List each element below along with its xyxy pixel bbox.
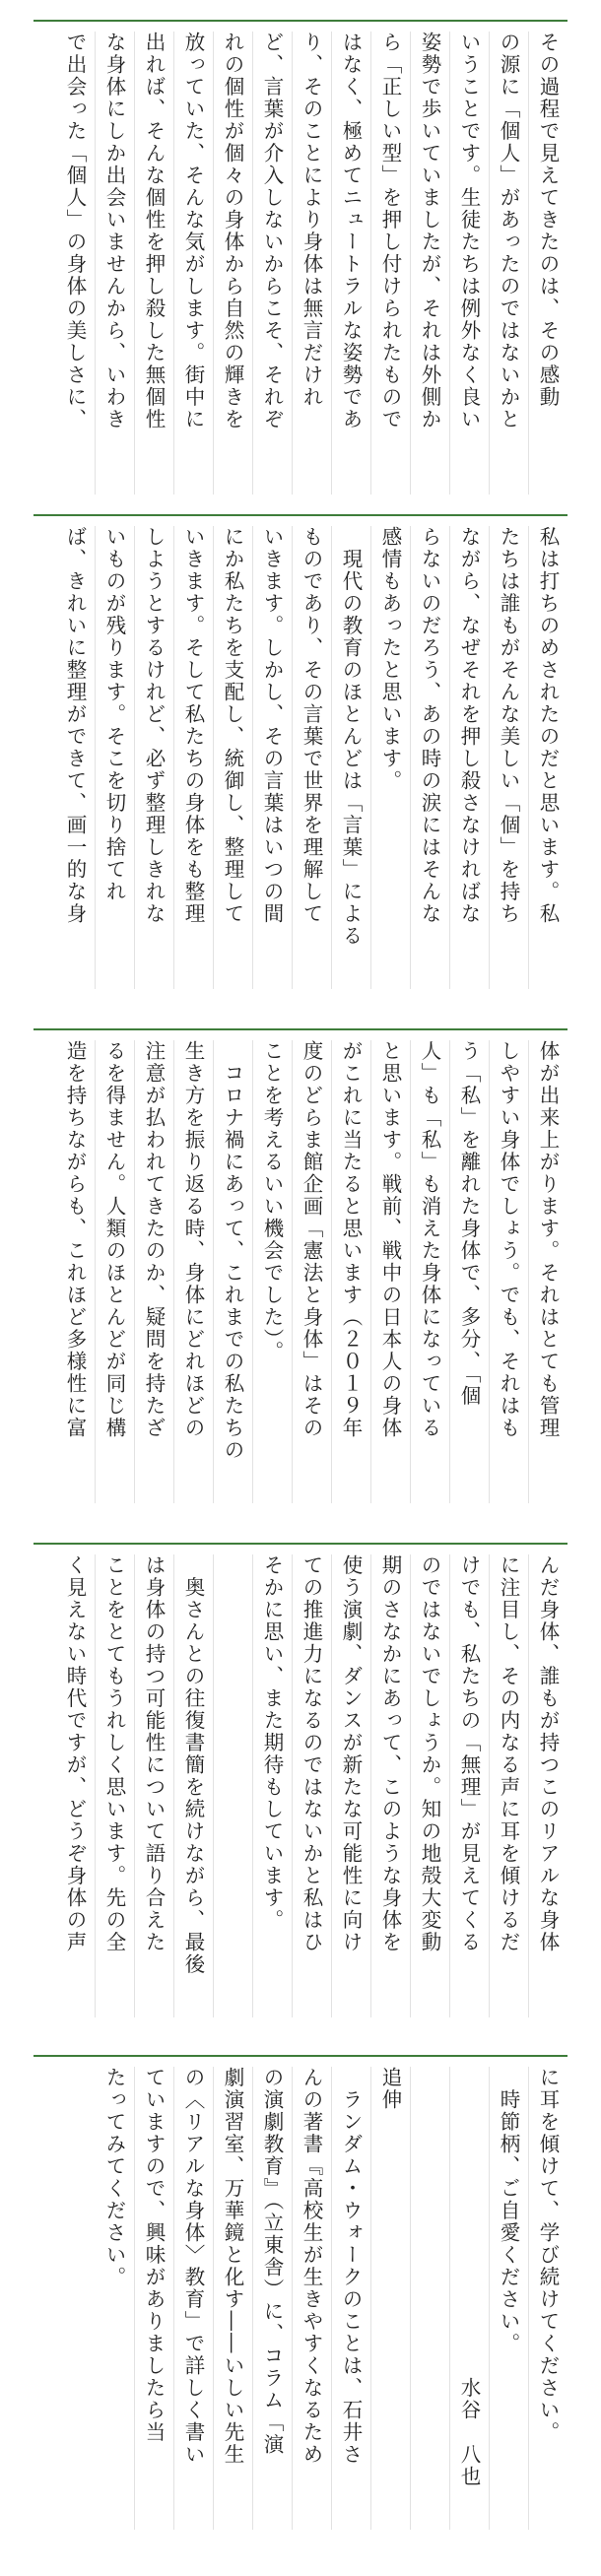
- text-column: 水谷 八也: [457, 2067, 481, 2488]
- text-column: んの著書『高校生が生きやすくなるため: [300, 2067, 323, 2466]
- text-column: 劇演習室、万華鏡と化す――いしい先生: [221, 2067, 244, 2466]
- text-column: [213, 1554, 252, 2017]
- text-column: たちは誰もがそんな美しい「個」を持ち: [497, 526, 520, 925]
- letter-section-1: [33, 32, 568, 495]
- text-column: の〈リアルな身体〉教育」で詳しく書い: [181, 2067, 205, 2466]
- text-column: はなく、極めてニュートラルな姿勢であ: [339, 32, 363, 430]
- text-column: の源に「個人」があったのではないかと: [497, 32, 520, 430]
- text-column: るを得ません。人類のほとんどが同じ構: [102, 1040, 126, 1439]
- text-column: く見えない時代ですが、どうぞ身体の声: [63, 1554, 87, 1953]
- text-column: と思います。戦前、戦中の日本人の身体: [378, 1040, 402, 1439]
- text-column: 姿勢で歩いていましたが、それは外側か: [418, 32, 441, 430]
- text-column: ながら、なぜそれを押し殺さなければな: [457, 526, 481, 925]
- text-column: 生き方を振り返る時、身体にどれほどの: [181, 1040, 205, 1439]
- rule-2: [33, 1028, 568, 1030]
- text-column: ランダム・ウォークのことは、石井さ: [339, 2067, 363, 2466]
- text-column: な身体にしか出会いませんから、いわき: [102, 32, 126, 430]
- text-column: 私は打ちのめされたのだと思います。私: [536, 526, 560, 925]
- text-column: 現代の教育のほとんどは「言葉」による: [339, 526, 363, 948]
- rule-0: [33, 20, 568, 22]
- text-column: ことをとてもうれしく思います。先の全: [102, 1554, 126, 1953]
- text-column: ことを考えるいい機会でした）。: [260, 1040, 284, 1363]
- text-column: 時節柄、ご自愛ください。: [497, 2067, 520, 2355]
- text-column: の演劇教育』（立東舎）に、コラム「演: [260, 2067, 284, 2456]
- text-column: そかに思い、また期待もしています。: [260, 1554, 284, 1932]
- section-text: [33, 32, 568, 495]
- text-column: しようとするけれど、必ず整理しきれな: [142, 526, 166, 925]
- text-column: がこれに当たると思います（２０１９年: [339, 1040, 363, 1439]
- text-column: 使う演劇、ダンスが新たな可能性に向け: [339, 1554, 363, 1953]
- section-text: [33, 1554, 568, 2017]
- rule-3: [33, 1543, 568, 1545]
- section-text: [33, 2067, 568, 2530]
- text-column: ものであり、その言葉で世界を理解して: [300, 526, 323, 925]
- text-column: ていますので、興味がありましたら当: [142, 2067, 166, 2444]
- letter-section-4: [33, 1554, 568, 2017]
- section-text: [33, 526, 568, 989]
- text-column: で出会った「個人」の身体の美しさに、: [63, 32, 87, 430]
- text-column: 度のどらま館企画「憲法と身体」はその: [300, 1040, 323, 1439]
- text-column: その過程で見えてきたのは、その感動: [536, 32, 560, 409]
- text-column: いきます。しかし、その言葉はいつの間: [260, 526, 284, 925]
- text-column: 造を持ちながらも、これほど多様性に富: [63, 1040, 87, 1439]
- text-column: コロナ禍にあって、これまでの私たちの: [221, 1040, 244, 1462]
- letter-section-3: [33, 1040, 568, 1503]
- text-column: たってみてください。: [102, 2067, 126, 2288]
- rule-1: [33, 514, 568, 516]
- text-column: 体が出来上がります。それはとても管理: [536, 1040, 560, 1439]
- letter-section-5: [33, 2067, 568, 2530]
- text-column: 期のさなかにあって、このような身体を: [378, 1554, 402, 1953]
- text-column: いものが残ります。そこを切り捨てれ: [102, 526, 126, 903]
- text-column: に耳を傾けて、学び続けてください。: [536, 2067, 560, 2444]
- text-column: は身体の持つ可能性について語り合えた: [142, 1554, 166, 1953]
- text-column: に注目し、その内なる声に耳を傾けるだ: [497, 1554, 520, 1953]
- text-column: 放っていた、そんな気がします。街中に: [181, 32, 205, 430]
- text-column: 追伸: [378, 2067, 402, 2111]
- text-column: のではないでしょうか。知の地殻大変動: [418, 1554, 441, 1953]
- letter-section-2: [33, 526, 568, 989]
- section-text: [33, 1040, 568, 1503]
- text-column: れの個性が個々の身体から自然の輝きを: [221, 32, 244, 430]
- rule-4: [33, 2055, 568, 2057]
- text-column: にか私たちを支配し、統御し、整理して: [221, 526, 244, 925]
- text-column: 奥さんとの往復書簡を続けながら、最後: [181, 1554, 205, 1976]
- text-column: う「私」を離れた身体で、多分、「個: [457, 1040, 481, 1408]
- text-column: けでも、私たちの「無理」が見えてくる: [457, 1554, 481, 1953]
- text-column: んだ身体、誰もが持つこのリアルな身体: [536, 1554, 560, 1953]
- text-column: いうことです。生徒たちは例外なく良い: [457, 32, 481, 430]
- text-column: ど、言葉が介入しないからこそ、それぞ: [260, 32, 284, 430]
- text-column: 注意が払われてきたのか、疑問を持たざ: [142, 1040, 166, 1439]
- text-column: ば、きれいに整理ができて、画一的な身: [63, 526, 87, 925]
- text-column: [410, 2067, 449, 2530]
- text-column: らないのだろう、あの時の涙にはそんな: [418, 526, 441, 925]
- text-column: 人」も「私」も消えた身体になっている: [418, 1040, 441, 1439]
- text-column: いきます。そして私たちの身体をも整理: [181, 526, 205, 925]
- text-column: しやすい身体でしょう。でも、それはも: [497, 1040, 520, 1439]
- text-column: り、そのことにより身体は無言だけれ: [300, 32, 323, 409]
- text-column: ての推進力になるのではないかと私はひ: [300, 1554, 323, 1953]
- text-column: ら「正しい型」を押し付けられたもので: [378, 32, 402, 430]
- text-column: 出れば、そんな個性を押し殺した無個性: [142, 32, 166, 430]
- text-column: 感情もあったと思います。: [378, 526, 402, 792]
